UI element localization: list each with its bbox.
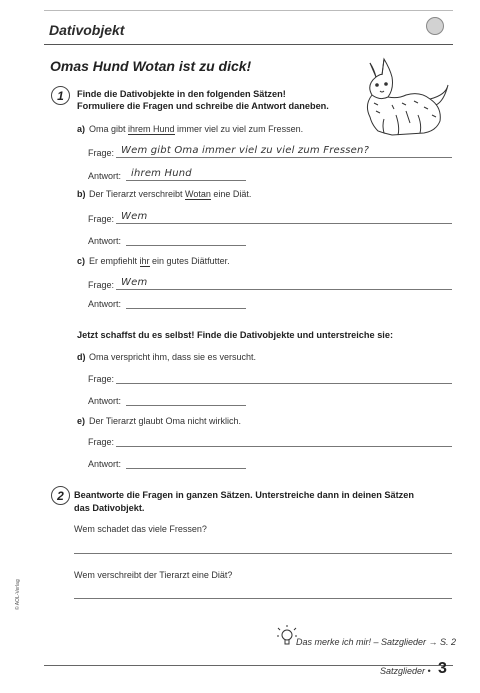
item-a-letter: a) (77, 124, 86, 134)
item-e-sentence: Der Tierarzt glaubt Oma nicht wirklich. (89, 416, 242, 426)
worksheet-title: Omas Hund Wotan ist zu dick! (50, 58, 252, 74)
item-d-antwort-label: Antwort: (88, 396, 122, 406)
item-a-frage-line[interactable] (116, 157, 452, 158)
item-a-antwort-line[interactable] (126, 180, 246, 181)
item-c-antwort-label: Antwort: (88, 299, 122, 309)
item-b-letter: b) (77, 189, 86, 199)
item-d-letter: d) (77, 352, 86, 362)
item-e-antwort-label: Antwort: (88, 459, 122, 469)
task-2-answer-2-line[interactable] (74, 598, 452, 599)
item-a-sentence: Oma gibt ihrem Hund immer viel zu viel zum Fressen. (89, 124, 304, 134)
item-b-antwort-line[interactable] (126, 245, 246, 246)
item-a-frage-answer: Wem gibt Oma immer viel zu viel zum Fressen? (121, 145, 370, 156)
item-a-antwort-answer: ihrem Hund (131, 168, 192, 179)
item-b-frage-label: Frage: (88, 214, 115, 224)
item-c-frage-label: Frage: (88, 280, 115, 290)
item-e-antwort-line[interactable] (126, 468, 246, 469)
header-title: Dativobjekt (49, 22, 125, 38)
task-2-instruction-line-2: das Dativobjekt. (74, 503, 145, 513)
item-c-letter: c) (77, 256, 86, 266)
item-d-frage-label: Frage: (88, 374, 115, 384)
item-a-frage-label: Frage: (88, 148, 115, 158)
item-b-frage-line[interactable] (116, 223, 452, 224)
item-d-sentence: Oma verspricht ihm, dass sie es versucht. (89, 352, 257, 362)
task-2-answer-1-line[interactable] (74, 553, 452, 554)
item-c-frage-line[interactable] (116, 289, 452, 290)
item-c-antwort-line[interactable] (126, 308, 246, 309)
footer-hint: Das merke ich mir! – Satzglieder → S. 2 (296, 637, 457, 647)
item-b-sentence: Der Tierarzt verschreibt Wotan eine Diät. (89, 189, 252, 199)
item-c-sentence: Er empfiehlt ihr ein gutes Diätfutter. (89, 256, 230, 266)
item-b-antwort-label: Antwort: (88, 236, 122, 246)
item-d-frage-line[interactable] (116, 383, 452, 384)
item-e-frage-line[interactable] (116, 446, 452, 447)
dog-illustration (362, 55, 450, 140)
page-number: 3 (438, 660, 447, 677)
copyright-text: © AOL-Verlag (15, 579, 21, 610)
header-circle-icon (426, 17, 444, 35)
task-2-question-2: Wem verschreibt der Tierarzt eine Diät? (74, 570, 233, 580)
item-c-frage-answer: Wem (121, 277, 148, 288)
item-d-antwort-line[interactable] (126, 405, 246, 406)
task-2-question-1: Wem schadet das viele Fressen? (74, 524, 207, 534)
selbst-instruction: Jetzt schaffst du es selbst! Finde die Dativobjekte und unterstreiche sie: (77, 330, 394, 340)
item-b-frage-answer: Wem (121, 211, 148, 222)
task-2-number: 2 (51, 486, 70, 505)
task-1-instruction-line-1: Finde die Dativobjekte in den folgenden Sätzen! (77, 89, 286, 99)
task-2-instruction-line-1: Beantworte die Fragen in ganzen Sätzen. Unterstreiche dann in deinen Sätzen (74, 490, 415, 500)
lightbulb-icon (277, 625, 297, 647)
task-1-number: 1 (51, 86, 70, 105)
item-e-frage-label: Frage: (88, 437, 115, 447)
item-a-antwort-label: Antwort: (88, 171, 122, 181)
top-rule (44, 10, 453, 11)
item-e-letter: e) (77, 416, 86, 426)
footer-section: Satzglieder • (380, 666, 431, 676)
task-1-instruction-line-2: Formuliere die Fragen und schreibe die Antwort daneben. (77, 101, 329, 111)
